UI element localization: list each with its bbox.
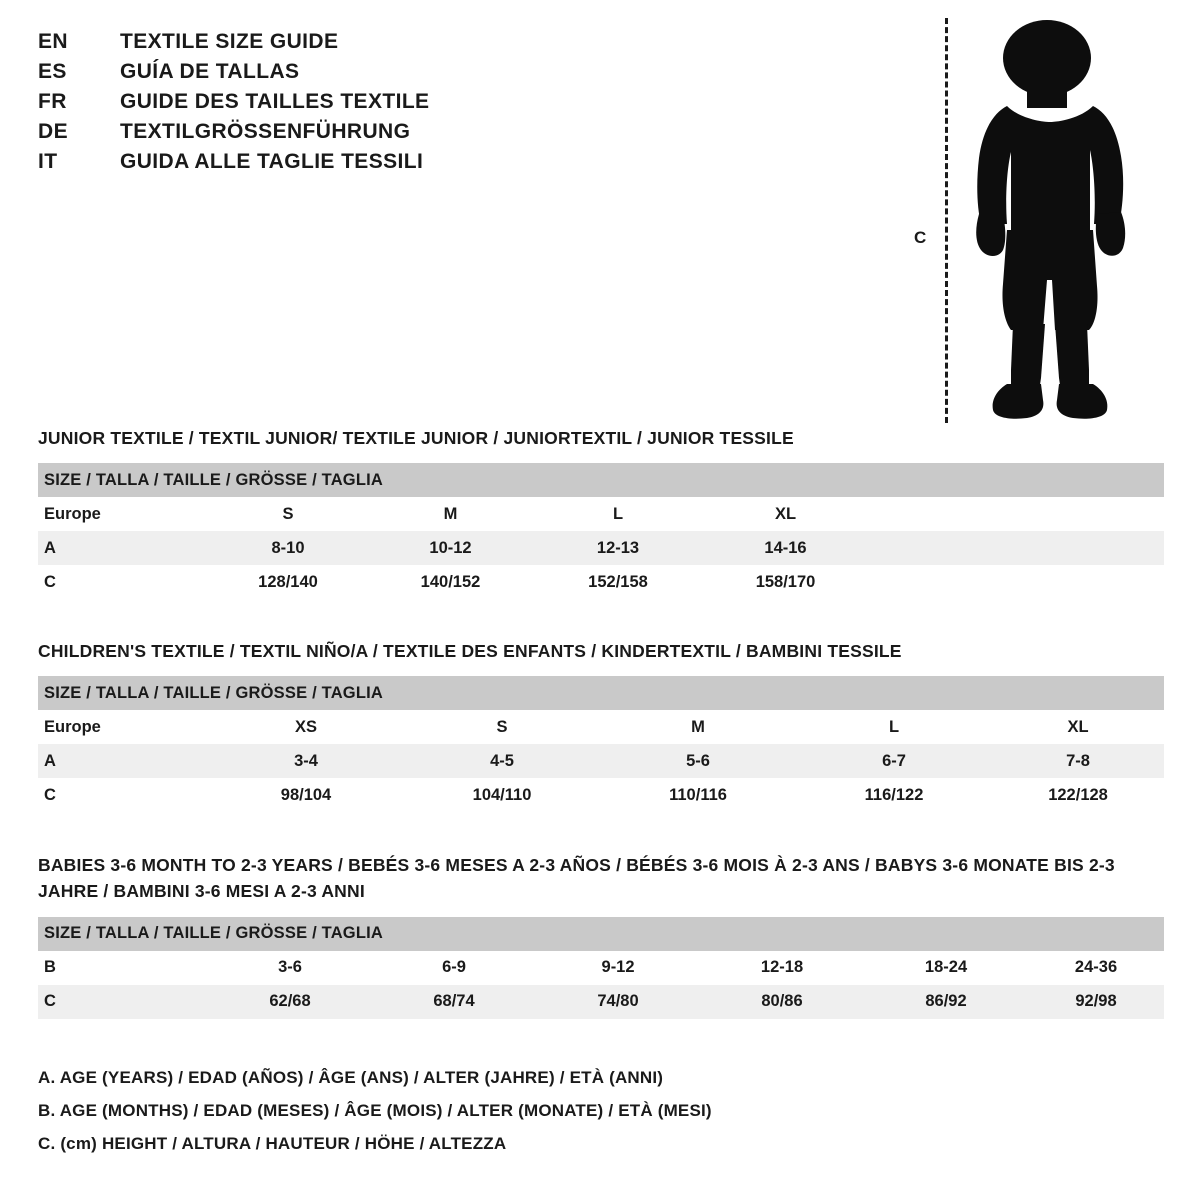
junior-row-a-v3: 14-16	[764, 538, 807, 557]
children-size-table	[38, 676, 1164, 812]
junior-row-europe-v1: M	[443, 504, 458, 523]
children-row-a-label: A	[44, 751, 56, 770]
babies-row-b-v4: 18-24	[924, 958, 968, 976]
table-row	[38, 531, 1164, 565]
babies-row-c-label: C	[44, 992, 56, 1010]
children-row-c-v1: 104/110	[472, 785, 532, 804]
header-row-de	[38, 120, 598, 144]
babies-row-c-v2: 74/80	[597, 992, 639, 1010]
table-band-row	[38, 676, 1164, 710]
babies-row-b-v1: 6-9	[442, 958, 466, 976]
children-row-europe-v2: M	[691, 717, 705, 736]
height-measure-figure	[900, 10, 1160, 420]
language-code-fr: FR	[38, 90, 67, 113]
language-code-en: EN	[38, 30, 68, 53]
section-children-textile	[38, 638, 1164, 812]
junior-row-c-v2: 152/158	[588, 572, 648, 591]
junior-row-a-v2: 12-13	[596, 538, 640, 557]
table-row	[38, 565, 1164, 599]
babies-row-c-v0: 62/68	[269, 992, 311, 1010]
babies-row-b-v5: 24-36	[1074, 958, 1118, 976]
junior-row-a-v1: 10-12	[429, 538, 472, 557]
children-row-europe-v0: XS	[294, 717, 317, 736]
junior-row-a-label: A	[44, 538, 56, 557]
language-title-de: TEXTILGRÖSSENFÜHRUNG	[120, 120, 411, 143]
header-row-fr	[38, 90, 598, 114]
junior-row-c-v1: 140/152	[420, 572, 481, 591]
child-silhouette-icon	[955, 18, 1145, 423]
section-babies-title: BABIES 3-6 MONTH TO 2-3 YEARS / BEBÉS 3-6 MESES A 2-3 AÑOS / BÉBÉS 3-6 MOIS À 2-3 ANS / BABYS 3-6 MONATE BIS 2-3 JAHRE / BAMBINI 3-6 MESI A 2-3 ANNI	[38, 855, 1115, 902]
junior-row-europe-v3: XL	[774, 504, 797, 523]
children-row-c-label: C	[44, 785, 56, 804]
figure-measure-label: C	[914, 228, 927, 247]
children-band-label: SIZE / TALLA / TAILLE / GRÖSSE / TAGLIA	[44, 683, 384, 702]
language-code-de: DE	[38, 120, 68, 143]
language-code-it: IT	[38, 150, 58, 173]
babies-row-c-v3: 80/86	[761, 992, 803, 1010]
babies-band-filler	[536, 917, 1164, 951]
babies-size-table	[38, 917, 1164, 1019]
junior-row-c-pad	[868, 565, 1164, 599]
table-row	[38, 744, 1164, 778]
babies-row-b-v0: 3-6	[278, 958, 302, 976]
junior-row-c-label: C	[44, 572, 56, 591]
children-row-europe-v3: L	[888, 717, 900, 736]
section-junior-textile	[38, 425, 1164, 599]
language-title-es: GUÍA DE TALLAS	[120, 60, 300, 83]
children-row-c-v4: 122/128	[1048, 785, 1108, 804]
children-row-europe-v4: XL	[1067, 717, 1089, 736]
junior-band-filler	[868, 463, 1164, 497]
children-row-europe-v1: S	[496, 717, 508, 736]
table-band-row	[38, 463, 1164, 497]
babies-band-label: SIZE / TALLA / TAILLE / GRÖSSE / TAGLIA	[44, 924, 384, 942]
children-row-a-v4: 7-8	[1066, 751, 1090, 770]
legend-line-b: B. AGE (MONTHS) / EDAD (MESES) / ÂGE (MOIS) / ALTER (MONATE) / ETÀ (MESI)	[38, 1101, 712, 1120]
babies-row-c-v4: 86/92	[925, 992, 967, 1010]
children-row-a-v0: 3-4	[294, 751, 318, 770]
language-title-fr: GUIDE DES TAILLES TEXTILE	[120, 90, 430, 113]
section-children-title: CHILDREN'S TEXTILE / TEXTIL NIÑO/A / TEXTILE DES ENFANTS / KINDERTEXTIL / BAMBINI TESSILE	[38, 641, 902, 661]
language-code-es: ES	[38, 60, 67, 83]
legend-line-a: A. AGE (YEARS) / EDAD (AÑOS) / ÂGE (ANS) / ALTER (JAHRE) / ETÀ (ANNI)	[38, 1068, 664, 1087]
header-row-en	[38, 30, 598, 54]
children-band-filler	[600, 676, 1164, 710]
junior-band-label: SIZE / TALLA / TAILLE / GRÖSSE / TAGLIA	[44, 470, 384, 489]
header-row-it	[38, 150, 598, 174]
junior-row-europe-v0: S	[282, 504, 294, 523]
junior-row-a-pad	[868, 531, 1164, 565]
junior-row-europe-v2: L	[612, 504, 624, 523]
junior-row-europe-label: Europe	[44, 504, 101, 523]
table-row	[38, 497, 1164, 531]
junior-row-c-v3: 158/170	[755, 572, 816, 591]
table-row	[38, 710, 1164, 744]
legend-line-c: C. (cm) HEIGHT / ALTURA / HAUTEUR / HÖHE / ALTEZZA	[38, 1134, 507, 1153]
height-dashed-line	[945, 18, 948, 423]
children-row-c-v3: 116/122	[864, 785, 924, 804]
junior-size-table	[38, 463, 1164, 599]
children-row-europe-label: Europe	[44, 717, 101, 736]
children-row-a-v2: 5-6	[686, 751, 710, 770]
header-row-es	[38, 60, 598, 84]
children-row-c-v0: 98/104	[280, 785, 332, 804]
babies-row-b-v2: 9-12	[601, 958, 635, 976]
language-title-it: GUIDA ALLE TAGLIE TESSILI	[120, 150, 424, 173]
babies-row-b-v3: 12-18	[760, 958, 804, 976]
junior-row-europe-pad	[868, 497, 1164, 531]
table-row	[38, 951, 1164, 985]
children-row-a-v3: 6-7	[882, 751, 906, 770]
babies-row-c-v1: 68/74	[433, 992, 475, 1010]
children-row-c-v2: 110/116	[669, 785, 727, 804]
babies-row-c-v5: 92/98	[1075, 992, 1117, 1010]
legend-block	[38, 1068, 1038, 1167]
language-title-en: TEXTILE SIZE GUIDE	[120, 30, 339, 53]
table-band-row	[38, 917, 1164, 951]
babies-row-b-label: B	[44, 958, 56, 976]
junior-row-c-v0: 128/140	[258, 572, 318, 591]
section-junior-title: JUNIOR TEXTILE / TEXTIL JUNIOR/ TEXTILE JUNIOR / JUNIORTEXTIL / JUNIOR TESSILE	[38, 428, 794, 448]
table-row	[38, 778, 1164, 812]
header-language-titles	[38, 30, 598, 180]
section-babies-textile	[38, 852, 1164, 1019]
table-row	[38, 985, 1164, 1019]
children-row-a-v1: 4-5	[490, 751, 514, 770]
junior-row-a-v0: 8-10	[271, 538, 305, 557]
